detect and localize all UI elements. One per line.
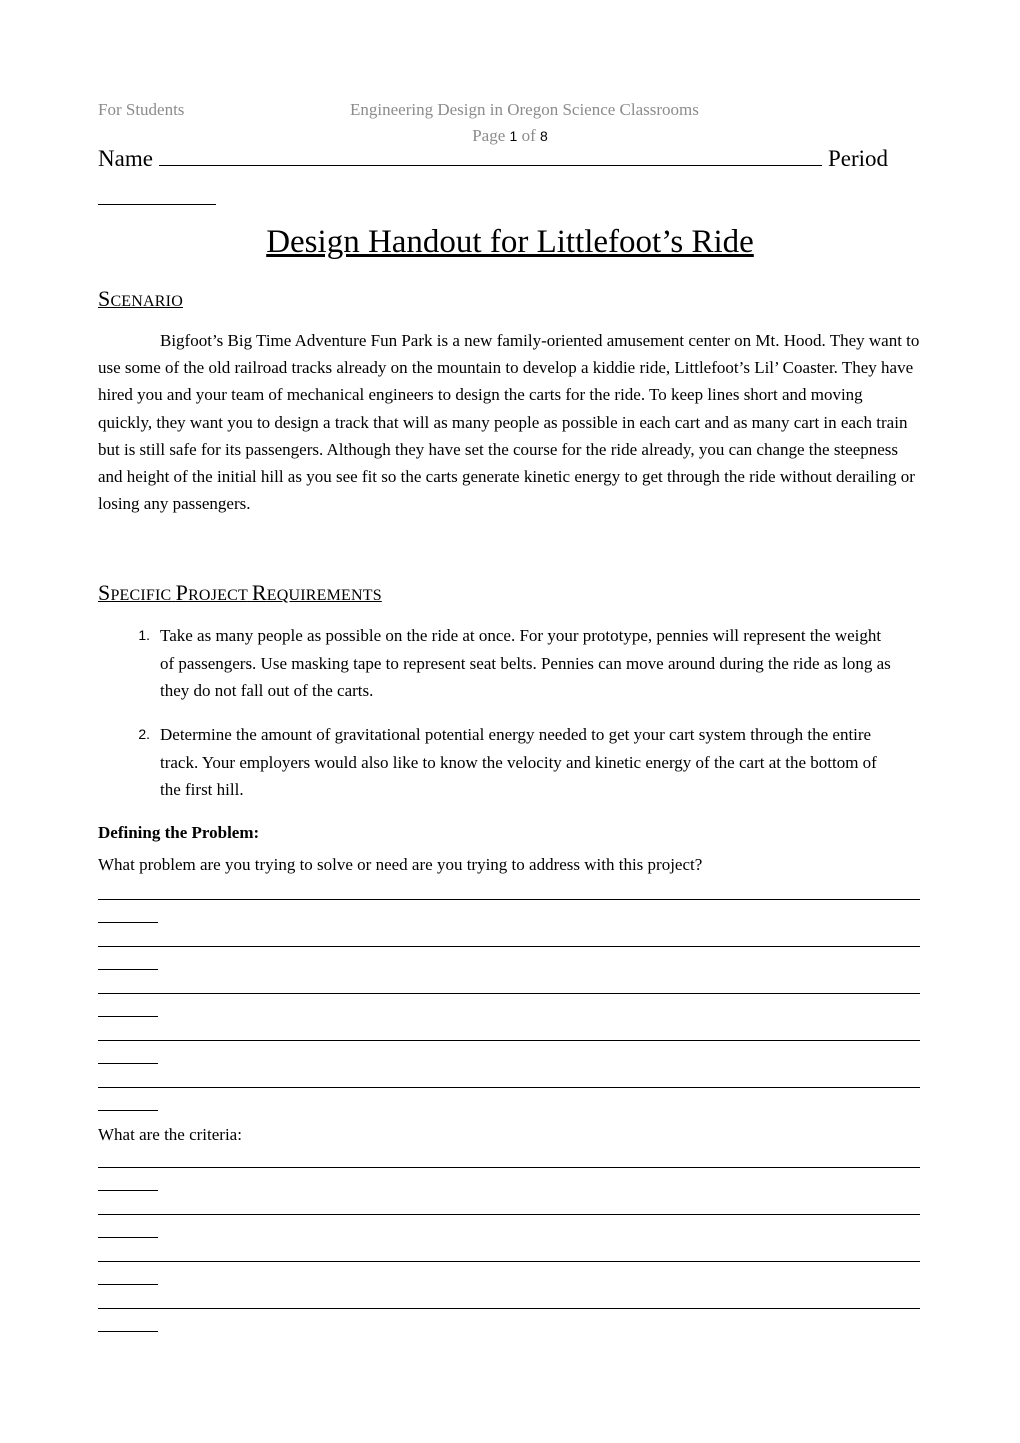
criteria-question: What are the criteria:: [98, 1125, 242, 1144]
answer-line[interactable]: [98, 993, 920, 994]
requirement-text: Determine the amount of gravitational potential energy needed to get your cart system through the entire track. Your employers would also like to know the velocity and kinetic energy of the cart at the bottom of the first hill.: [160, 725, 877, 800]
answer-line[interactable]: [98, 1087, 920, 1088]
answer-line[interactable]: [98, 1308, 920, 1309]
req-heading-initial-3: R: [251, 580, 267, 605]
requirements-heading: [98, 580, 382, 606]
requirement-item-2: [98, 721, 898, 804]
requirement-number: 2.: [138, 726, 150, 742]
page-of: of: [521, 126, 536, 145]
answer-line[interactable]: [98, 946, 920, 947]
answer-line[interactable]: [98, 1261, 920, 1262]
answer-line-end[interactable]: [98, 922, 158, 923]
period-blank[interactable]: [98, 204, 216, 205]
document-title: Design Handout for Littlefoot’s Ride: [266, 224, 754, 260]
answer-line-end[interactable]: [98, 1016, 158, 1017]
answer-line-end[interactable]: [98, 1063, 158, 1064]
header-left: For Students: [98, 100, 185, 119]
req-heading-rest-2: ROJECT: [188, 587, 248, 604]
scenario-paragraph: Bigfoot’s Big Time Adventure Fun Park is a new family-oriented amusement center on Mt. Hood. They want to use some of the old railroad tracks already on the mountain to develop a kiddie ride, Littlefoot’s Lil’ Coaster. They have hired you and your team of mechanical engineers to design the carts for the ride. To keep lines short and moving quickly, they want you to design a track that will as many people as possible in each cart and as many cart in each train but is still safe for its passengers. Although they have set the course for the ride already, you can change the steepness and height of the initial hill as you see fit so the carts generate kinetic energy to get through the ride without derailing or losing any passengers.: [98, 331, 920, 514]
page-total: 8: [539, 128, 548, 144]
answer-line-end[interactable]: [98, 1331, 158, 1332]
scenario-heading: [98, 286, 183, 312]
page-number: 1: [509, 128, 518, 144]
period-label: Period: [827, 146, 888, 171]
name-label: Name: [98, 146, 153, 171]
answer-line-end[interactable]: [98, 1110, 158, 1111]
scenario-body: [98, 327, 920, 517]
requirement-item-1: [98, 622, 898, 705]
req-heading-initial-2: P: [175, 580, 189, 605]
answer-line-end[interactable]: [98, 1237, 158, 1238]
req-heading-initial-1: S: [98, 580, 111, 605]
answer-line-end[interactable]: [98, 969, 158, 970]
page-indicator: [0, 126, 1020, 146]
header-center: Engineering Design in Oregon Science Classrooms: [350, 100, 699, 119]
page-prefix: Page: [472, 126, 506, 145]
answer-line[interactable]: [98, 1167, 920, 1168]
requirement-number: 1.: [138, 627, 150, 643]
req-heading-rest-1: PECIFIC: [110, 587, 172, 604]
problem-question: What problem are you trying to solve or need are you trying to address with this project?: [98, 855, 703, 874]
defining-problem-heading: Defining the Problem:: [98, 823, 260, 842]
answer-line-end[interactable]: [98, 1190, 158, 1191]
scenario-heading-initial: S: [98, 286, 111, 311]
requirement-text: Take as many people as possible on the ride at once. For your prototype, pennies will represent the weight of passengers. Use masking tape to represent seat belts. Pennies can move around during the ride as long as they do not fall out of the carts.: [160, 626, 891, 701]
answer-line-end[interactable]: [98, 1284, 158, 1285]
name-blank[interactable]: [159, 147, 822, 166]
req-heading-rest-3: EQUIREMENTS: [266, 587, 382, 604]
scenario-heading-rest: CENARIO: [110, 293, 183, 310]
answer-line[interactable]: [98, 899, 920, 900]
answer-line[interactable]: [98, 1040, 920, 1041]
answer-line[interactable]: [98, 1214, 920, 1215]
name-period-line: [98, 146, 888, 172]
